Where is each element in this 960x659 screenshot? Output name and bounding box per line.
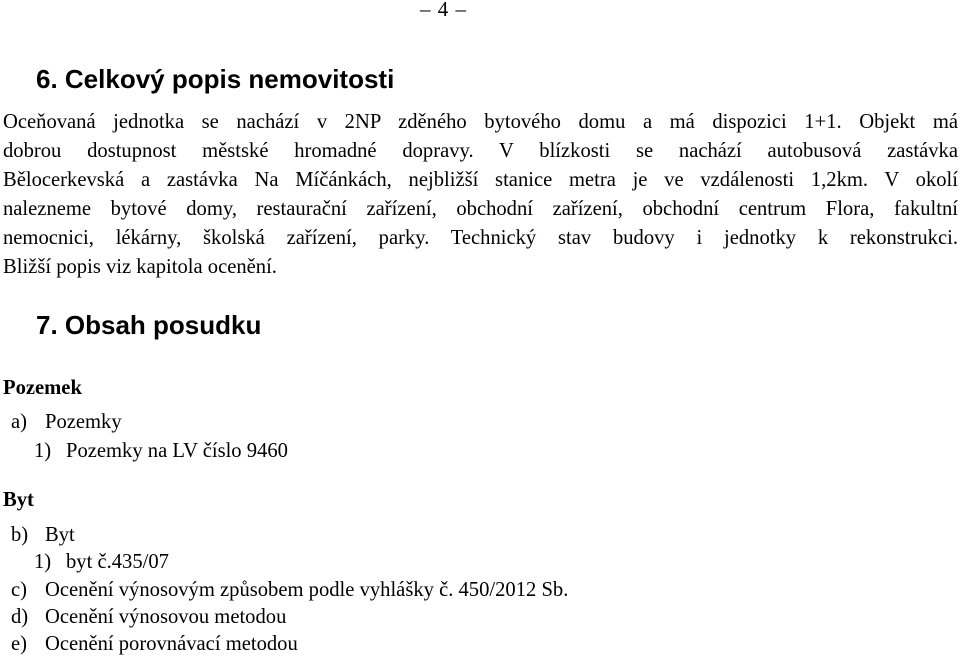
section-heading-obsah-posudku: 7. Obsah posudku bbox=[36, 310, 262, 340]
list-marker: b) bbox=[11, 524, 29, 546]
page-number: – 4 – bbox=[420, 0, 467, 21]
paragraph-line: nemocnici, lékárny, školská zařízení, parky. Technický stav budovy i jednotky k rekonstrukci. bbox=[3, 227, 958, 249]
list-item-label: Ocenění výnosovým způsobem podle vyhlášky č. 450/2012 Sb. bbox=[45, 579, 569, 601]
list-marker: c) bbox=[11, 579, 27, 601]
subheading-pozemek: Pozemek bbox=[3, 377, 82, 399]
paragraph-line: dobrou dostupnost městské hromadné dopravy. V blízkosti se nachází autobusová zastávka bbox=[3, 140, 958, 162]
section-heading-celkovy-popis: 6. Celkový popis nemovitosti bbox=[36, 64, 395, 94]
paragraph-line: Bližší popis viz kapitola ocenění. bbox=[3, 256, 277, 278]
list-item-ocenani-porovnavaci bbox=[11, 630, 298, 658]
list-subitem-pozemky-lv bbox=[34, 437, 288, 465]
list-marker: e) bbox=[11, 633, 27, 655]
list-subitem-byt-cislo bbox=[34, 548, 169, 576]
list-marker: d) bbox=[11, 606, 29, 628]
list-item-label: Byt bbox=[45, 524, 75, 546]
list-item-label: byt č.435/07 bbox=[66, 551, 169, 573]
paragraph-line: nalezneme bytové domy, restaurační zařízení, obchodní zařízení, obchodní centrum Flora, fakultní bbox=[3, 198, 958, 220]
list-item-byt bbox=[11, 521, 75, 549]
list-marker: a) bbox=[11, 411, 27, 433]
paragraph-line: Bělocerkevská a zastávka Na Míčánkách, nejbližší stanice metra je ve vzdálenosti 1,2km. V okolí bbox=[3, 169, 958, 191]
list-item-ocenani-vynosovou bbox=[11, 603, 286, 631]
property-description-paragraph bbox=[3, 108, 958, 282]
list-marker: 1) bbox=[34, 440, 52, 462]
subheading-byt: Byt bbox=[3, 489, 34, 511]
list-marker: 1) bbox=[34, 551, 52, 573]
list-item-label: Ocenění porovnávací metodou bbox=[45, 633, 298, 655]
list-item-label: Ocenění výnosovou metodou bbox=[45, 606, 287, 628]
list-item-label: Pozemky na LV číslo 9460 bbox=[66, 440, 288, 462]
list-item-pozemky bbox=[11, 408, 122, 436]
list-item-label: Pozemky bbox=[45, 411, 122, 433]
paragraph-line: Oceňovaná jednotka se nachází v 2NP zděného bytového domu a má dispozici 1+1. Objekt má bbox=[3, 111, 958, 133]
list-item-ocenani-vynosovym bbox=[11, 576, 568, 604]
